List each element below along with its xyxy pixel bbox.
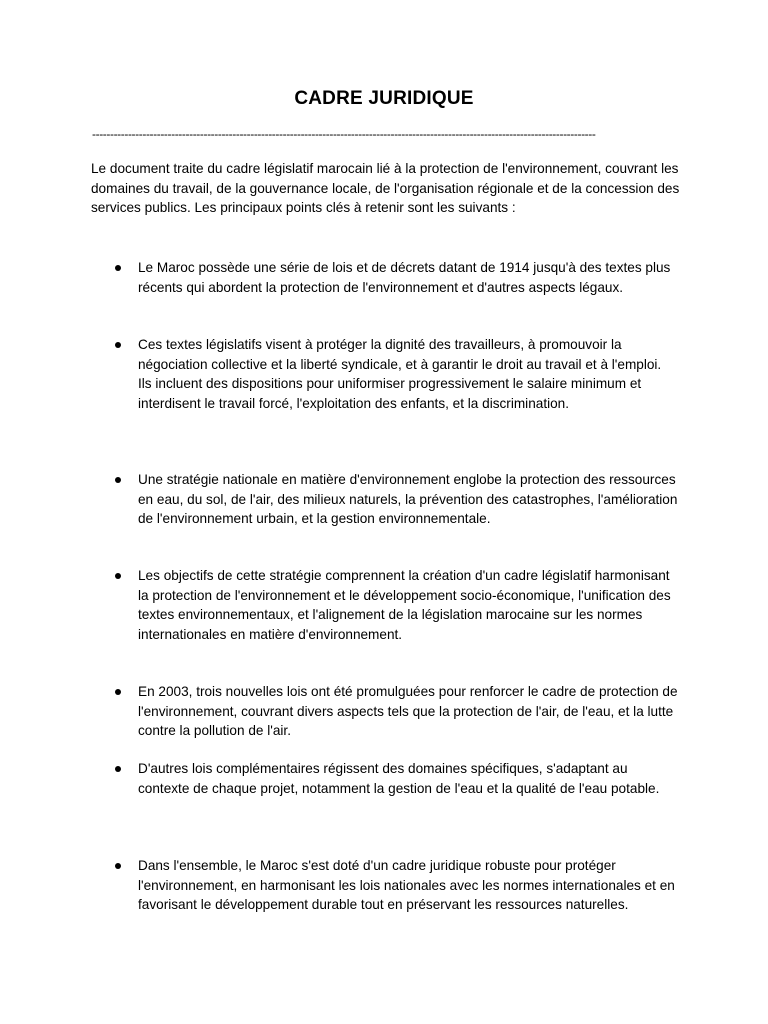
- page-title: CADRE JURIDIQUE: [294, 88, 474, 109]
- list-item-text: Ces textes législatifs visent à protéger la dignité des travailleurs, à promouvoir la négociation collective et la liberté syndicale, et à garantir le droit au travail et à l'emploi. Ils incluent des dispositions pour uniformiser progressivement le salaire minimum et interdisent le travail forcé, l'exploitation des enfants, et la discrimination.: [138, 337, 662, 411]
- list-item-text: Une stratégie nationale en matière d'environnement englobe la protection des ressources en eau, du sol, de l'air, des milieux naturels, la prévention des catastrophes, l'amélioration de l'environnement urbain, et la gestion environnementale.: [138, 472, 678, 527]
- bullet-icon: [115, 477, 121, 483]
- list-item-text: Les objectifs de cette stratégie comprennent la création d'un cadre législatif harmonisant la protection de l'environnement et le développement socio-économique, l'unification des textes environnementaux, et l'alignement de la législation marocaine sur les normes internationales en matière d'environnement.: [138, 568, 671, 642]
- list-item-text: En 2003, trois nouvelles lois ont été promulguées pour renforcer le cadre de protection de l'environnement, couvrant divers aspects tels que la protection de l'air, de l'eau, et la lutte contre la pollution de l'air.: [138, 684, 678, 739]
- bullet-icon: [115, 863, 121, 869]
- bullet-icon: [115, 342, 121, 348]
- intro-paragraph: Le document traite du cadre législatif marocain lié à la protection de l'environnement, couvrant les domaines du travail, de la gouvernance locale, de l'organisation régionale et de la concession des services publics. Les principaux points clés à retenir sont les suivants :: [91, 161, 680, 216]
- list-item-text: Dans l'ensemble, le Maroc s'est doté d'un cadre juridique robuste pour protéger l'environnement, en harmonisant les lois nationales avec les normes internationales et en favorisant le développement durable tout en préservant les ressources naturelles.: [138, 858, 675, 913]
- bullet-icon: [115, 766, 121, 772]
- bullet-icon: [115, 689, 121, 695]
- bullet-icon: [115, 265, 121, 271]
- list-item-text: Le Maroc possède une série de lois et de décrets datant de 1914 jusqu'à des textes plus récents qui abordent la protection de l'environnement et d'autres aspects légaux.: [138, 260, 671, 295]
- bullet-icon: [115, 573, 121, 579]
- list-item-text: D'autres lois complémentaires régissent des domaines spécifiques, s'adaptant au contexte de chaque projet, notamment la gestion de l'eau et la qualité de l'eau potable.: [138, 761, 660, 796]
- dashed-divider: --------------------------------------------------------------------------------------------------------------------------------------------: [92, 127, 596, 141]
